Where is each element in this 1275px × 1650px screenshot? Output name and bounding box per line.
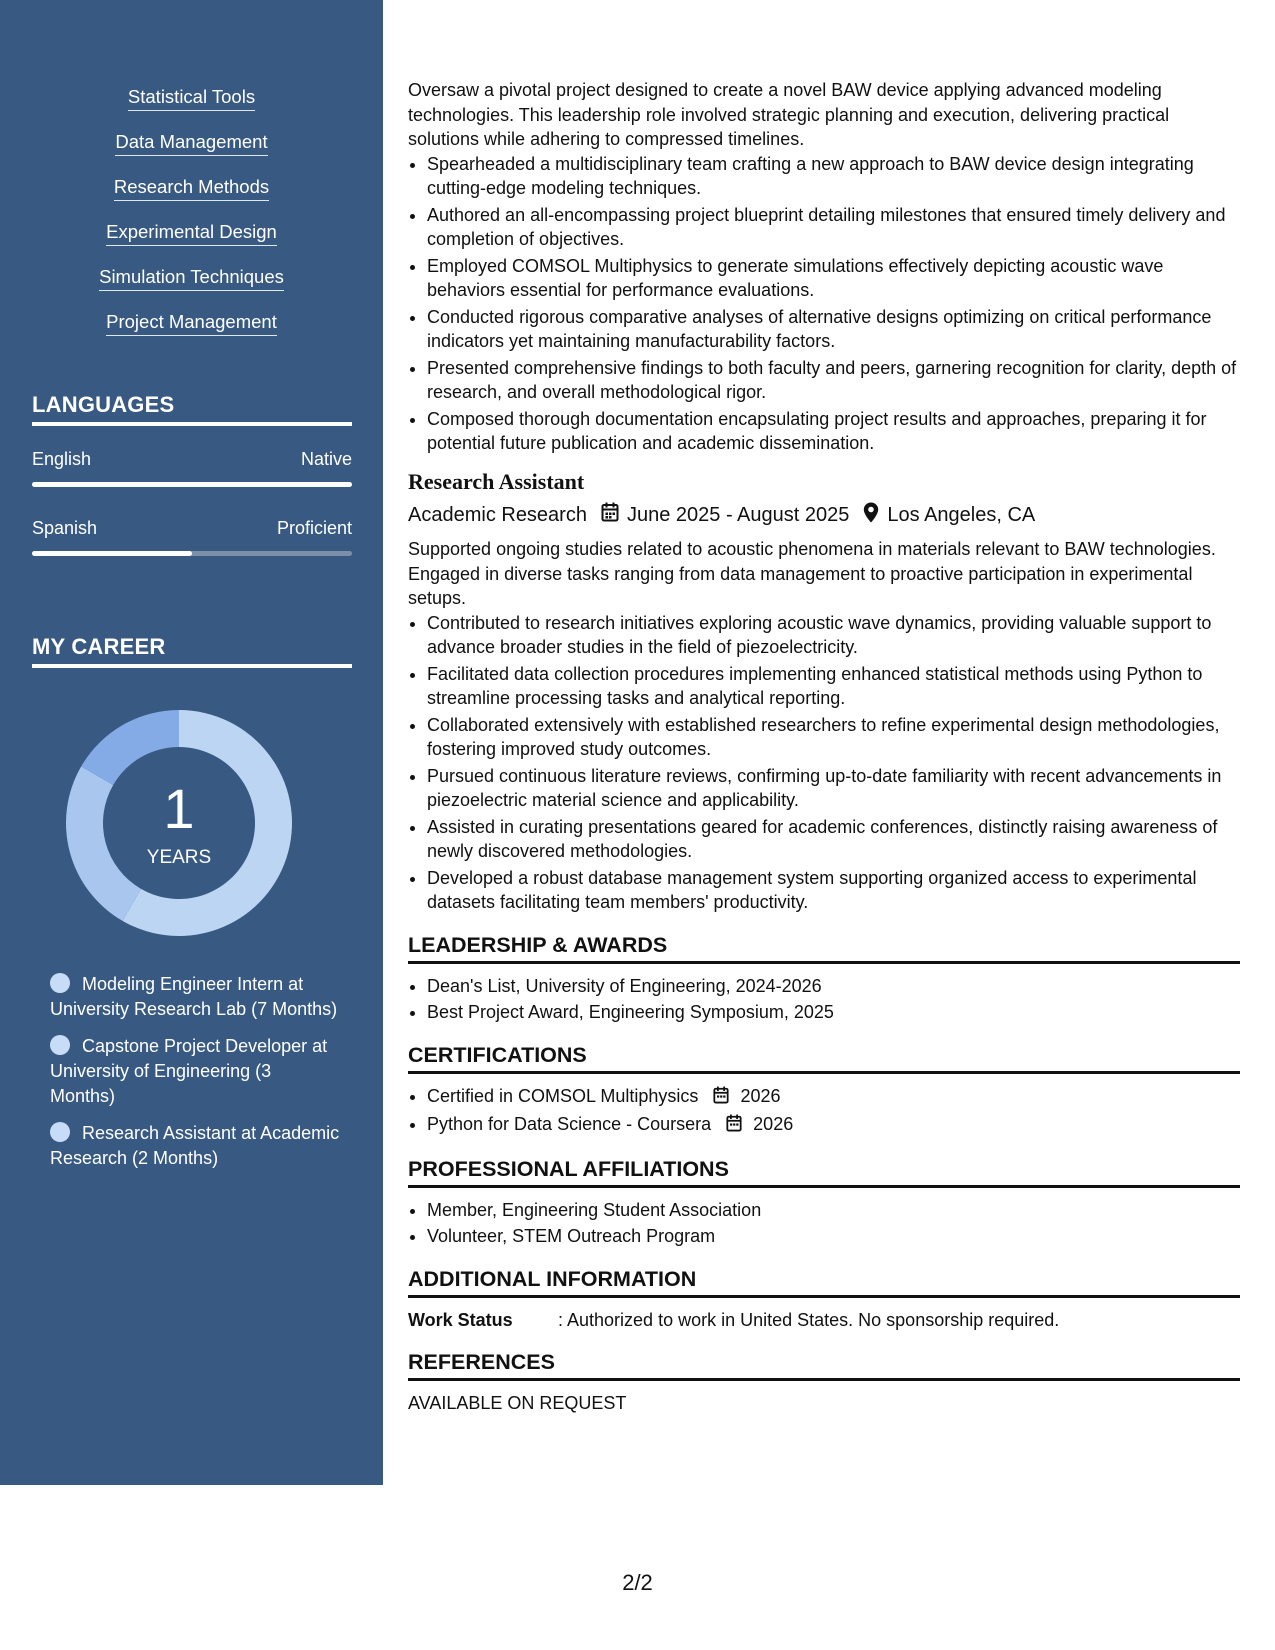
job-location: Los Angeles, CA — [887, 504, 1036, 526]
certifications-heading: CERTIFICATIONS — [408, 1041, 1240, 1074]
skills-list — [0, 86, 383, 356]
bullet-dot-icon — [50, 973, 70, 993]
skill-item: Statistical Tools — [128, 86, 255, 111]
list-item: • Developed a robust database management system supporting organized access to experimental datasets facilitating team members' productivity. — [427, 866, 1240, 915]
language-level: Proficient — [276, 518, 352, 538]
career-total-unit: YEARS — [146, 847, 212, 868]
leadership-heading: LEADERSHIP & AWARDS — [408, 931, 1240, 964]
list-item: • Volunteer, STEM Outreach Program — [427, 1224, 1240, 1249]
list-item: • Member, Engineering Student Association — [427, 1198, 1240, 1223]
project-intro: Oversaw a pivotal project designed to create a novel BAW device applying advanced modeling technologies. This leadership role involved strategic planning and execution, delivering practical solutions while adhering to compressed timelines. — [408, 80, 1170, 149]
work-status-value: : Authorized to work in United States. No sponsorship required. — [558, 1309, 1060, 1330]
list-item: • Presented comprehensive findings to both faculty and peers, garnering recognition for clarity, depth of research, and overall methodological rigor. — [427, 356, 1240, 405]
affiliations-list — [408, 1198, 1240, 1249]
career-item — [50, 1121, 340, 1171]
leadership-list — [408, 974, 1240, 1025]
list-item: • Pursued continuous literature reviews, confirming up-to-date familiarity with recent advancements in piezoelectric material science and applicability. — [427, 764, 1240, 813]
skill-item: Research Methods — [114, 176, 269, 201]
list-item: • Facilitated data collection procedures implementing enhanced statistical methods using Python to streamline processing tasks and analytical reporting. — [427, 662, 1240, 711]
additional-info-heading: ADDITIONAL INFORMATION — [408, 1265, 1240, 1298]
job-title: Research Assistant — [408, 468, 585, 494]
career-item — [50, 972, 340, 1022]
calendar-icon — [713, 1088, 729, 1108]
job-dates: June 2025 - August 2025 — [626, 504, 850, 526]
list-item: • Authored an all-encompassing project blueprint detailing milestones that ensured timely delivery and completion of objectives. — [427, 203, 1240, 252]
job-bullets — [408, 611, 1240, 915]
career-donut-chart — [66, 710, 292, 936]
list-item: • Collaborated extensively with established researchers to refine experimental design methodologies, fostering improved study outcomes. — [427, 713, 1240, 762]
career-item-text: Capstone Project Developer at University of Engineering (3 Months) — [50, 1036, 328, 1106]
job-meta — [408, 502, 1240, 530]
career-item-text: Modeling Engineer Intern at University Research Lab (7 Months) — [50, 974, 338, 1019]
certification-year: 2026 — [740, 1085, 781, 1106]
bullet-dot-icon — [50, 1035, 70, 1055]
languages-heading: LANGUAGES — [32, 392, 352, 426]
page-number: 2/2 — [622, 1570, 653, 1595]
list-item: • Conducted rigorous comparative analyses of alternative designs optimizing on critical performance indicators yet maintaining manufacturability factors. — [427, 305, 1240, 354]
list-item: • Best Project Award, Engineering Symposium, 2025 — [427, 1000, 1240, 1025]
main-content — [408, 78, 1240, 1416]
list-item: • Composed thorough documentation encapsulating project results and approaches, preparing it for potential future publication and academic dissemination. — [427, 407, 1240, 456]
language-bar-fill — [32, 551, 192, 556]
references-text: AVAILABLE ON REQUEST — [408, 1393, 627, 1413]
list-item: • Employed COMSOL Multiphysics to generate simulations effectively depicting acoustic wave behaviors essential for performance evaluations. — [427, 254, 1240, 303]
calendar-icon — [726, 1116, 742, 1136]
certification-item — [427, 1084, 1240, 1111]
career-donut-segment — [81, 710, 179, 785]
career-donut-segment — [66, 767, 141, 921]
certification-year: 2026 — [753, 1114, 794, 1134]
list-item: • Spearheaded a multidisciplinary team crafting a new approach to BAW device design integrating cutting-edge modeling techniques. — [427, 152, 1240, 201]
skill-item: Simulation Techniques — [99, 266, 284, 291]
career-item — [50, 1034, 340, 1109]
skill-item: Experimental Design — [106, 221, 277, 246]
language-level: Native — [300, 449, 352, 469]
sidebar — [0, 0, 383, 1485]
work-status-row — [408, 1308, 1240, 1333]
calendar-icon — [601, 502, 619, 529]
location-pin-icon — [863, 502, 879, 530]
skill-item: Project Management — [106, 311, 277, 336]
job-summary: Supported ongoing studies related to acoustic phenomena in materials relevant to BAW technologies. Engaged in diverse tasks ranging from data management to proactive participation in experimental setups. — [408, 539, 1216, 608]
list-item: • Dean's List, University of Engineering, 2024-2026 — [427, 974, 1240, 999]
career-item-text: Research Assistant at Academic Research (2 Months) — [50, 1123, 340, 1168]
career-total-value: 1 — [163, 777, 195, 840]
language-bar — [32, 482, 352, 487]
language-bar-fill — [32, 482, 352, 487]
affiliations-heading: PROFESSIONAL AFFILIATIONS — [408, 1155, 1240, 1188]
list-item: • Contributed to research initiatives exploring acoustic wave dynamics, providing valuable support to advance broader studies in the field of piezoelectricity. — [427, 611, 1240, 660]
language-bar — [32, 551, 352, 556]
language-name: English — [32, 449, 92, 469]
bullet-dot-icon — [50, 1122, 70, 1142]
language-name: Spanish — [32, 518, 98, 538]
references-heading: REFERENCES — [408, 1348, 1240, 1381]
work-status-label: Work Status — [408, 1309, 513, 1330]
project-bullets — [408, 152, 1240, 456]
certification-name: Certified in COMSOL Multiphysics — [427, 1085, 699, 1106]
career-heading: MY CAREER — [32, 634, 352, 668]
job-company: Academic Research — [408, 504, 587, 526]
certifications-list — [408, 1084, 1240, 1139]
list-item: • Assisted in curating presentations geared for academic conferences, distinctly raising awareness of newly discovered methodologies. — [427, 815, 1240, 864]
certification-item — [427, 1112, 1240, 1139]
skill-item: Data Management — [115, 131, 267, 156]
career-list — [50, 972, 340, 1183]
certification-name: Python for Data Science - Coursera — [427, 1114, 712, 1134]
